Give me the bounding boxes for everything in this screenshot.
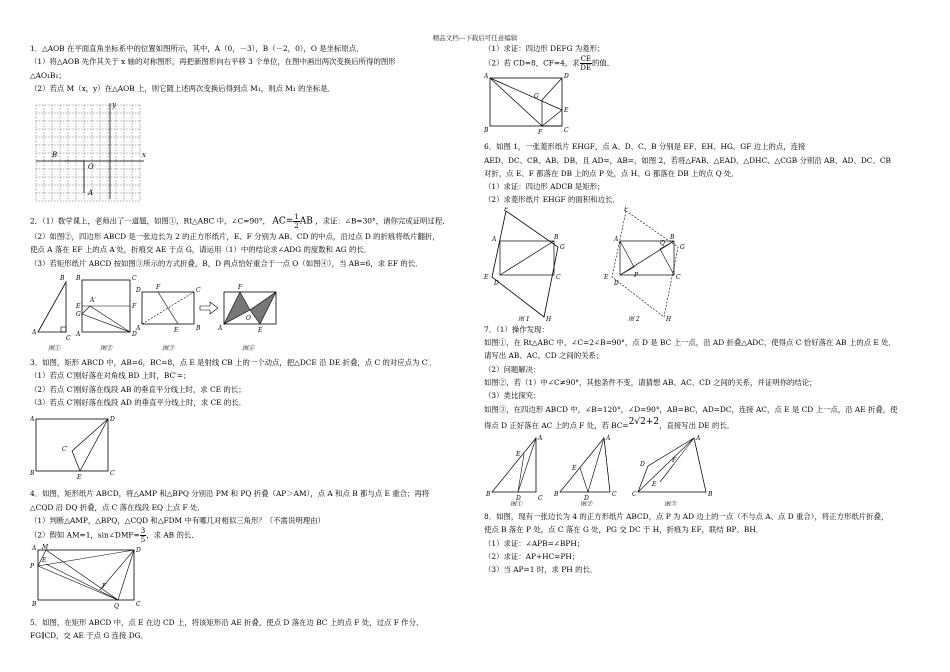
svg-text:A: A	[30, 416, 35, 424]
svg-text:D: D	[136, 547, 141, 555]
q2-caption: 图④	[242, 345, 255, 353]
svg-text:D: D	[614, 279, 619, 287]
q1-label: O	[88, 163, 94, 172]
svg-text:B: B	[30, 470, 35, 478]
svg-text:C: C	[66, 335, 71, 343]
svg-text:A: A	[32, 545, 37, 553]
q6-caption: 图 2	[628, 315, 640, 323]
q7-caption: 图②	[580, 501, 593, 507]
q5-line: FG∥CD，交 AE 于点 G 连接 DG．	[30, 631, 148, 641]
svg-text:F: F	[132, 303, 137, 311]
svg-text:B: B	[32, 601, 37, 609]
svg-text:E: E	[258, 327, 263, 335]
svg-text:A: A	[492, 235, 497, 243]
q2-line: （3）若矩形纸片 ABCD 按如图③所示的方式折叠，B，D 两点恰好重合于一点 O（如图④），当 AB=6，求 EF 的长．	[30, 258, 423, 268]
q1-line: （1）将△AOB 先作其关于 x 轴的对称图形，再把新图形向右平移 3 个单位，在图中画出两次变换后所得的图形	[30, 57, 396, 67]
svg-text:D: D	[132, 331, 137, 339]
svg-text:C: C	[564, 127, 569, 135]
svg-text:C: C	[538, 495, 543, 503]
left-column: 1．△AOB 在平面直角坐标系中的位置如图所示，其中，A（0，－3），B（－2，0），O 是坐标原点． （1）将△AOB 先作其关于 x 轴的对称图形，再把新图形向右平移 3 个单位，在图中画出两次变换后所得的图形 △AO₁B₁； （2）若点 M（x，y）在△AOB 上，则它随上述两次变换后得到点 M₁，则点 M₁ 的坐标是． y x B O A 2．（1）数学课上，老师出了一道题，如图①，Rt△ABC 中，∠C=90°， AC= $\frac{1}{2}$ AB ，求证：∠B=30°，请你完成证明过程． （2）如图②，四边形 ABCD 是一张边长为 2 的正方形纸片，E、F 分别为 AB、CD 的中点，沿过点 D 的折痕将纸片翻折， 使点 A 落在 EF 上的点 A′处，折痕交 AE 于点 G，请运用（1）中的结论求∠ADG 的度数和 AG 的长． （3）若矩形纸片 ABCD 按如图③所示的方式折叠，B，D 两点恰好重合于一点 O（如图④），当 AB=6，求 EF 的长． B A C 图① B E G A A′ C F D 图② D F C A E B 图③ F O E A 图④ 3．如图，矩形 ABCD 中，AB=6，BC=8，点 E 是射线 CB 上的一个动点，把△DCE 沿 DE 折叠，点 C 的对应点为 C′． （1）若点 C′刚好落在对角线 BD 上时，BC′=； （2）若点 C′刚好落在线段 AB 的垂直平分线上时，求 CE 的长； （3）若点 C′刚好落在线段 AD 的垂直平分线上时，求 CE 的长． A D B C E C′ 4．如图，矩形纸片 ABCD，将△AMP 和△BPQ 分别沿 PM 和 PQ 折叠（AP＞AM），点 A 和点 B 都与点 E 重合；再将 △CQD 沿 DQ 折叠，点 C 落在线段 EQ 上点 F 处． （1）判断△AMP，△BPQ，△CQD 和△FDM 中有哪几对相似三角形？（不需说明理由） （2）假如 AM=1，sin∠DMF= $\frac{3}{5}$ ，求 AB 的长． A M D E P F B Q C 5．如图，在矩形 ABCD 中，点 E 在边 CD 上，将该矩形沿 AE 折叠，使点 D 落在边 BC 上的点 F 处，过点 F 作分、 FG∥CD，交 AE 于点 G 连接 DG．	[30, 42, 460, 643]
svg-text:H: H	[546, 315, 552, 323]
svg-text:E: E	[484, 273, 489, 281]
q1-label: y	[112, 101, 116, 110]
q7-line: 请写出 AB、AC、CD 之间的关系；	[484, 351, 604, 361]
svg-text:A: A	[218, 325, 223, 333]
svg-text:A: A	[136, 325, 141, 333]
q3-line: （3）若点 C′刚好落在线段 AD 的垂直平分线上时，求 CE 的长．	[30, 397, 247, 407]
svg-text:P: P	[634, 271, 639, 279]
q8-line: （2）求证：AP+HC=PH；	[484, 552, 580, 562]
q3-line: 3．如图，矩形 ABCD 中，AB=6，BC=8，点 E 是射线 CB 上的一个动点，把△DCE 沿 DE 折叠，点 C 的对应点为 C′．	[30, 358, 437, 368]
svg-text:C: C	[612, 491, 617, 499]
svg-text:H: H	[666, 315, 672, 323]
svg-text:D: D	[640, 461, 645, 469]
svg-text:P: P	[30, 563, 35, 571]
svg-text:F: F	[156, 284, 161, 292]
q7-figures	[484, 432, 724, 506]
q8-line: 使点 B 落在 P 处，点 C 落在 G 处，PG 交 DC 于 H，折痕为 EF，联结 BP、BH．	[484, 525, 764, 535]
svg-text:A: A	[484, 73, 489, 81]
svg-text:D: D	[136, 287, 141, 295]
svg-text:C: C	[132, 275, 137, 283]
svg-text:E: E	[572, 465, 577, 473]
svg-text:C: C	[632, 491, 637, 499]
svg-text:A′: A′	[90, 297, 96, 305]
svg-text:A: A	[76, 331, 81, 339]
q7-line: （3）类比探究：	[484, 391, 541, 401]
q1-label: A	[88, 189, 94, 198]
q4-line: 4．如图，矩形纸片 ABCD，将△AMP 和△BPQ 分别沿 PM 和 PQ 折叠（AP＞AM），点 A 和点 B 都与点 E 重合；再将	[30, 489, 430, 499]
svg-text:D: D	[584, 495, 589, 503]
svg-text:F: F	[672, 457, 677, 465]
q7-line: 7．（1）操作发现：	[484, 324, 549, 334]
q5-line: （1）求证：四边形 DEFG 为菱形；	[484, 44, 605, 53]
svg-text:B: B	[554, 233, 559, 241]
q6-line: （2）求菱形纸片 EHGF 的面积和边长．	[484, 195, 620, 205]
svg-text:D: D	[110, 416, 115, 424]
svg-text:C: C	[110, 470, 115, 478]
q3-line: （2）若点 C′刚好落在线段 AB 的垂直平分线上时，求 CE 的长；	[30, 384, 246, 394]
q4-figure	[30, 544, 150, 612]
svg-text:Q: Q	[114, 603, 119, 611]
svg-text:Q: Q	[660, 239, 665, 247]
svg-text:E: E	[652, 481, 657, 489]
q1-label: B	[52, 151, 58, 160]
q2-line: 2．（1）数学课上，老师出了一道题，如图①，Rt△ABC 中，∠C=90°，	[30, 216, 270, 226]
svg-text:B: B	[196, 325, 201, 333]
q4-line: △CQD 沿 DQ 折叠，点 C 落在线段 EQ 上点 F 处．	[30, 502, 205, 512]
svg-text:C: C	[196, 287, 201, 295]
svg-text:D: D	[564, 73, 569, 81]
q2-formula: AB	[299, 216, 313, 227]
q5-figure	[484, 72, 584, 134]
q6-line: 对折，点 E、F 都落在 DB 上的点 P 处，点 H、G 都落在 DB 上的点 Q 处．	[484, 168, 739, 178]
svg-text:E: E	[42, 557, 47, 565]
q3-line: （1）若点 C′刚好落在对角线 BD 上时，BC′=；	[30, 371, 191, 381]
q7-caption: 图③	[664, 501, 677, 507]
svg-text:M: M	[42, 544, 49, 552]
q5-fraction: $\frac{CE}{DE}$	[580, 55, 592, 73]
svg-text:F: F	[238, 284, 243, 292]
q1-label: x	[142, 151, 146, 160]
svg-text:G: G	[560, 243, 565, 251]
svg-text:A: A	[32, 329, 37, 337]
svg-text:A: A	[696, 435, 701, 443]
svg-text:F: F	[624, 206, 629, 213]
q7-line: 如图②，若（1）中∠C≠90°，其他条件不变，请猜想 AB、AC、CD 之间的关系，并证明你的结论；	[484, 377, 817, 387]
svg-text:C′: C′	[62, 446, 68, 454]
svg-text:A: A	[614, 235, 619, 243]
q7-line: （2）问题解决：	[484, 364, 541, 374]
svg-text:C: C	[136, 601, 141, 609]
svg-text:B: B	[554, 491, 559, 499]
svg-text:F: F	[538, 129, 543, 135]
q3-figure	[30, 413, 140, 483]
svg-text:A: A	[538, 435, 543, 443]
q4-line: （2）假如 AM=1，sin∠DMF=	[30, 530, 140, 540]
svg-text:F: F	[102, 583, 107, 591]
q6-line: 6．如图 1，一张菱形纸片 EHGF，点 A、D、C、B 分别是 EF、EH、HG、GF 边上的点，连接	[484, 142, 806, 152]
q5-line: 5．如图，在矩形 ABCD 中，点 E 在边 CD 上，将该矩形沿 AE 折叠，使点 D 落在边 BC 上的点 F 处，过点 F 作分、	[30, 618, 424, 628]
svg-text:D: D	[494, 279, 499, 287]
svg-text:E: E	[76, 303, 81, 311]
svg-text:O: O	[246, 315, 251, 323]
svg-text:G: G	[76, 311, 81, 319]
q2-figures	[30, 272, 330, 352]
q7-caption: 图①	[510, 501, 523, 507]
q1-line: 1．△AOB 在平面直角坐标系中的位置如图所示，其中，A（0，－3），B（－2，0），O 是坐标原点．	[30, 44, 364, 53]
svg-text:B: B	[708, 491, 713, 499]
svg-text:B: B	[76, 275, 81, 283]
page-header: 精品文档---下载后可任意编辑	[432, 34, 518, 42]
q1-line: △AO₁B₁；	[30, 70, 66, 80]
svg-text:E: E	[604, 273, 609, 281]
q2-line: 使点 A 落在 EF 上的点 A′处，折痕交 AE 于点 G，请运用（1）中的结论求∠ADG 的度数和 AG 的长．	[30, 245, 372, 255]
q6-line: （1）求证：四边形 ADCB 是矩形；	[484, 182, 605, 192]
q8-line: （3）当 AP=1 时，求 PH 的长．	[484, 565, 598, 575]
q2-line: （2）如图②，四边形 ABCD 是一张边长为 2 的正方形纸片，E、F 分别为 AB、CD 的中点，沿过点 D 的折痕将纸片翻折，	[30, 232, 440, 242]
q2-fraction: $\frac{1}{2}$	[294, 213, 299, 231]
svg-text:D: D	[516, 495, 521, 503]
q7-line: 如图③，在四边形 ABCD 中，∠B=120°，∠D=90°，AB=BC，AD=DC，连接 AC，点 E 是 CD 上一点，沿 AE 折叠，使	[484, 404, 898, 414]
svg-text:G: G	[680, 243, 685, 251]
svg-text:E: E	[174, 327, 179, 335]
q1-grid-figure	[34, 99, 164, 207]
q7-radical: 2√2+2	[628, 416, 660, 427]
q2-caption: 图②	[100, 345, 113, 353]
q7-line: 得点 D 正好落在 AC 上的点 F 处，若 BC=	[484, 420, 629, 430]
svg-text:C: C	[676, 273, 681, 281]
svg-text:C: C	[556, 273, 561, 281]
q2-caption: 图①	[48, 345, 61, 353]
svg-text:B: B	[670, 233, 675, 241]
q4-line: （1）判断△AMP，△BPQ，△CQD 和△FDM 中有哪几对相似三角形？（不需说明理由）	[30, 515, 325, 525]
svg-text:E: E	[516, 451, 521, 459]
svg-text:B: B	[484, 127, 489, 135]
svg-text:G: G	[534, 93, 539, 101]
q8-line: （1）求证：∠APB=∠BPH；	[484, 538, 585, 548]
q4-fraction: $\frac{3}{5}$	[140, 527, 146, 545]
right-column: （1）求证：四边形 DEFG 为菱形； （2）若 CD=8，CF=4，求 $\frac{CE}{DE}$ 的值． A D G E B F C 6．如图 1，一张菱形纸片 EHGF，点 A、D、C、B 分别是 EF、EH、HG、GF 边上的点，连接 AED、DC、CB、AB、DB，且 AD=，AB=，如图 2，若将△FAB、△EAD、△DHC、△CGB 分别沿 AB、AD、DC、CB 对折，点 E、F 都落在 DB 上的点 P 处，点 H、G 都落在 DB 上的点 Q 处． （1）求证：四边形 ADCB 是矩形； （2）求菱形纸片 EHGF 的面积和边长． F A B G E D C H 图 1 F A Q B G E D P C H 图 2 7．（1）操作发现： 如图①，在 Rt△ABC 中，∠C=2∠B=90°，点 D 是 BC 上一点，沿 AD 折叠△ADC，使得点 C 恰好落在 AB 上的点 E 处． 请写出 AB、AC、CD 之间的关系； （2）问题解决： 如图②，若（1）中∠C≠90°，其他条件不变，请猜想 AB、AC、CD 之间的关系，并证明你的结论； （3）类比探究： 如图③，在四边形 ABCD 中，∠B=120°，∠D=90°，AB=BC，AD=DC，连接 AC，点 E 是 CD 上一点，沿 AE 折叠，使 得点 D 正好落在 AC 上的点 F 处，若 BC=2√2+2，直接写出 DE 的长． A E B D C 图① A E B D C 图② A D F E C B 图③ 8．如图，现有一张边长为 4 的正方形纸片 ABCD，点 P 为 AD 边上的一点（不与点 A、点 D 重合），将正方形纸片折叠， 使点 B 落在 P 处，点 C 落在 G 处，PG 交 DC 于 H，折痕为 EF，联结 BP、BH． （1）求证：∠APB=∠BPH； （2）求证：AP+HC=PH； （3）当 AP=1 时，求 PH 的长．	[484, 42, 924, 577]
q2-caption: 图③	[162, 345, 175, 353]
q5-line: （2）若 CD=8，CF=4，求	[484, 58, 580, 68]
svg-text:E: E	[564, 107, 569, 115]
q7-line: 如图①，在 Rt△ABC 中，∠C=2∠B=90°，点 D 是 BC 上一点，沿 AD 折叠△ADC，使得点 C 恰好落在 AB 上的点 E 处．	[484, 338, 896, 348]
svg-text:E: E	[77, 474, 82, 482]
svg-text:A: A	[606, 435, 611, 443]
q2-formula: AC=	[272, 216, 294, 227]
q6-caption: 图 1	[518, 315, 530, 323]
q1-line: （2）若点 M（x，y）在△AOB 上，则它随上述两次变换后得到点 M₁，则点 M₁ 的坐标是．	[30, 83, 336, 93]
svg-text:B: B	[486, 491, 491, 499]
q6-figures	[484, 207, 704, 323]
svg-text:F: F	[504, 206, 509, 213]
svg-text:B: B	[60, 275, 65, 283]
q6-line: AED、DC、CB、AB、DB，且 AD=，AB=，如图 2，若将△FAB、△EAD、△DHC、△CGB 分别沿 AB、AD、DC、CB	[484, 155, 891, 165]
q8-line: 8．如图，现有一张边长为 4 的正方形纸片 ABCD，点 P 为 AD 边上的一点（不与点 A、点 D 重合），将正方形纸片折叠，	[484, 512, 889, 522]
